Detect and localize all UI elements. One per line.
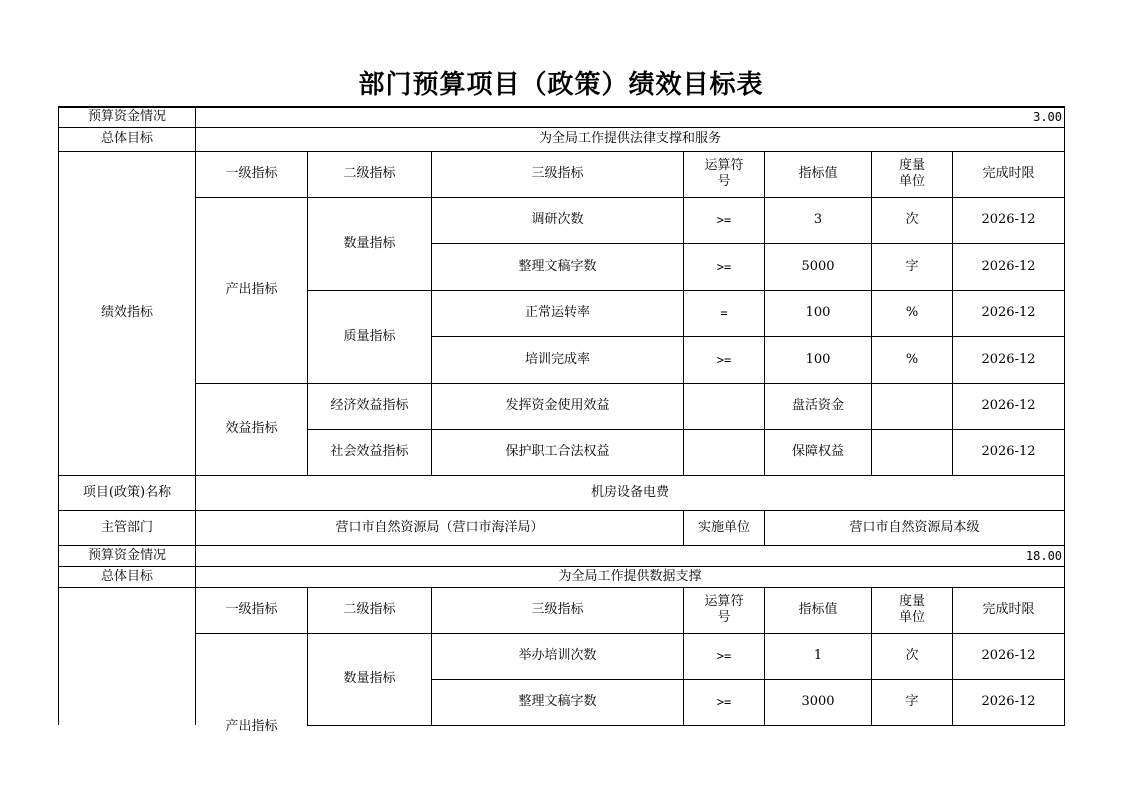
table-row: [59, 566, 1065, 587]
quantity-indicator-label: 数量指标: [308, 197, 432, 290]
perf-indicator-cell: [59, 587, 196, 725]
budget-label: 预算资金情况: [59, 545, 196, 566]
header-unit: 度量单位: [872, 151, 953, 197]
deadline-cell: 2026-12: [953, 429, 1065, 475]
deadline-cell: 2026-12: [953, 633, 1065, 679]
header-operator: 运算符号: [684, 151, 765, 197]
level3-cell: 整理文稿字数: [432, 679, 684, 725]
header-deadline: 完成时限: [953, 587, 1065, 633]
deadline-cell: 2026-12: [953, 679, 1065, 725]
benefit-indicator-label: 效益指标: [196, 383, 308, 475]
operator-cell: >=: [684, 197, 765, 243]
value-cell: 3000: [765, 679, 872, 725]
header-operator: 运算符号: [684, 587, 765, 633]
value-cell: 1: [765, 633, 872, 679]
table-row: [59, 545, 1065, 566]
level3-cell: 保护职工合法权益: [432, 429, 684, 475]
unit-cell: 次: [872, 197, 953, 243]
value-cell: 保障权益: [765, 429, 872, 475]
operator-cell: =: [684, 290, 765, 336]
level3-cell: 正常运转率: [432, 290, 684, 336]
operator-cell: [684, 429, 765, 475]
unit-cell: %: [872, 290, 953, 336]
level3-cell: 发挥资金使用效益: [432, 383, 684, 429]
performance-target-table: [58, 106, 1065, 734]
header-level3: 三级指标: [432, 151, 684, 197]
level3-cell: 调研次数: [432, 197, 684, 243]
header-level2: 二级指标: [308, 151, 432, 197]
table-header-row: [59, 587, 1065, 633]
goal-value: 为全局工作提供数据支撑: [196, 566, 1065, 587]
goal-value: 为全局工作提供法律支撑和服务: [196, 127, 1065, 151]
unit-cell: 字: [872, 243, 953, 290]
operator-cell: >=: [684, 633, 765, 679]
quantity-indicator-label: 数量指标: [308, 633, 432, 725]
level2-cell: 社会效益指标: [308, 429, 432, 475]
table-row: [59, 633, 1065, 679]
deadline-cell: 2026-12: [953, 336, 1065, 383]
goal-label: 总体目标: [59, 127, 196, 151]
deadline-cell: 2026-12: [953, 197, 1065, 243]
table-row: [59, 383, 1065, 429]
table-row: [59, 107, 1065, 127]
unit-cell: [872, 429, 953, 475]
header-deadline: 完成时限: [953, 151, 1065, 197]
output-indicator-label: 产出指标: [196, 197, 308, 383]
deadline-cell: 2026-12: [953, 290, 1065, 336]
header-level1: 一级指标: [196, 151, 308, 197]
perf-indicator-label: 绩效指标: [59, 151, 196, 475]
table-row: [59, 510, 1065, 545]
level2-cell: 经济效益指标: [308, 383, 432, 429]
header-level1: 一级指标: [196, 587, 308, 633]
level3-cell: 整理文稿字数: [432, 243, 684, 290]
impl-unit-label: 实施单位: [684, 510, 765, 545]
deadline-cell: 2026-12: [953, 243, 1065, 290]
output-indicator-label: [196, 633, 308, 734]
budget-value: 18.00: [196, 545, 1065, 566]
impl-unit-value: 营口市自然资源局本级: [765, 510, 1065, 545]
goal-label: 总体目标: [59, 566, 196, 587]
operator-cell: >=: [684, 243, 765, 290]
value-cell: 3: [765, 197, 872, 243]
operator-cell: >=: [684, 679, 765, 725]
budget-value: 3.00: [196, 107, 1065, 127]
unit-cell: %: [872, 336, 953, 383]
operator-cell: >=: [684, 336, 765, 383]
deadline-cell: 2026-12: [953, 383, 1065, 429]
dept-label: 主管部门: [59, 510, 196, 545]
value-cell: 100: [765, 290, 872, 336]
value-cell: 100: [765, 336, 872, 383]
unit-cell: [872, 383, 953, 429]
table-row: [59, 197, 1065, 243]
table-header-row: [59, 151, 1065, 197]
value-cell: 盘活资金: [765, 383, 872, 429]
budget-label: 预算资金情况: [59, 107, 196, 127]
project-name-value: 机房设备电费: [196, 475, 1065, 510]
table-row: [59, 475, 1065, 510]
performance-table-sheet: [58, 106, 1064, 734]
header-value: 指标值: [765, 151, 872, 197]
operator-cell: [684, 383, 765, 429]
page-title: 部门预算项目（政策）绩效目标表: [358, 70, 764, 100]
level3-cell: 培训完成率: [432, 336, 684, 383]
header-value: 指标值: [765, 587, 872, 633]
header-level3: 三级指标: [432, 587, 684, 633]
unit-cell: 字: [872, 679, 953, 725]
header-level2: 二级指标: [308, 587, 432, 633]
table-row: [59, 127, 1065, 151]
project-name-label: 项目(政策)名称: [59, 475, 196, 510]
quality-indicator-label: 质量指标: [308, 290, 432, 383]
dept-value: 营口市自然资源局（营口市海洋局）: [196, 510, 684, 545]
output-indicator-text: 产出指标: [225, 719, 278, 734]
header-unit: 度量单位: [872, 587, 953, 633]
unit-cell: 次: [872, 633, 953, 679]
value-cell: 5000: [765, 243, 872, 290]
level3-cell: 举办培训次数: [432, 633, 684, 679]
